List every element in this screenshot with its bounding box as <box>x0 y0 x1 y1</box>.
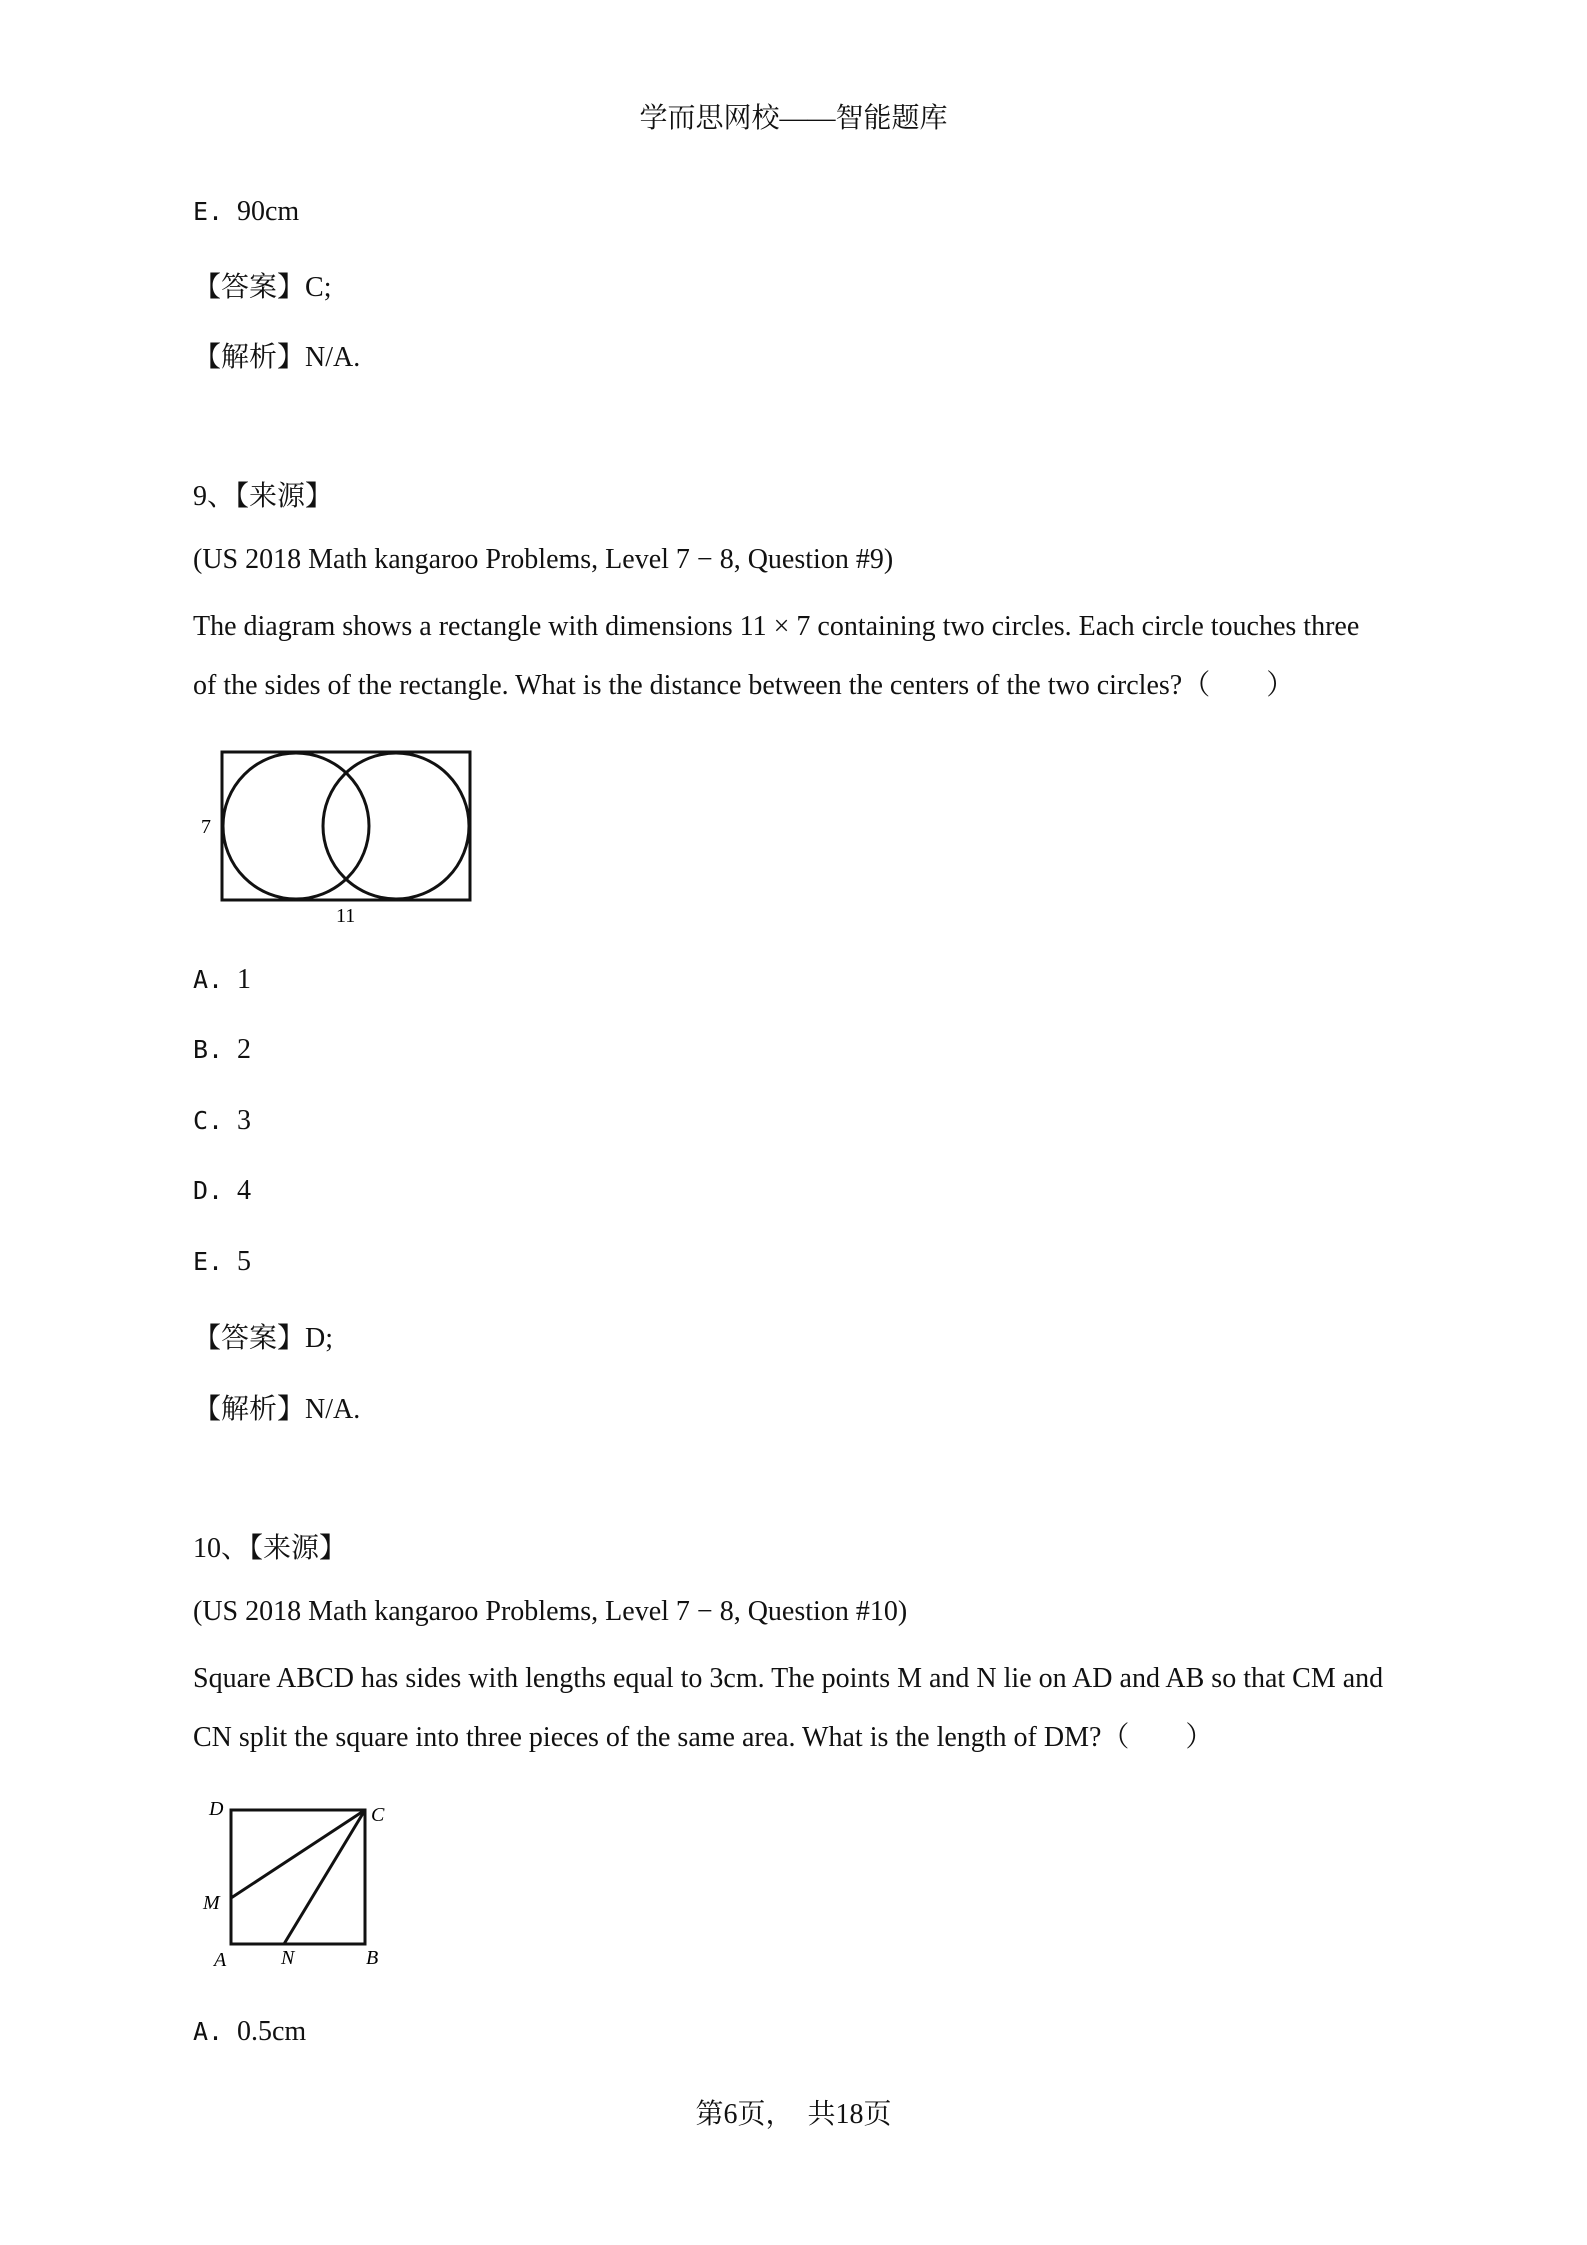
answer-label: 【答案】 <box>193 272 306 303</box>
analysis-label: 【解析】 <box>193 342 306 373</box>
prev-option-e <box>193 196 299 228</box>
page-footer: 第6页， 共18页 <box>695 2099 892 2130</box>
q10-figure <box>195 1790 415 1970</box>
label-b: B <box>366 1947 379 1969</box>
q9-answer <box>193 1316 333 1356</box>
option-text: 1 <box>237 964 251 995</box>
label-a: A <box>214 1949 227 1970</box>
prev-analysis <box>193 335 360 375</box>
option-letter: D. <box>193 1176 224 1205</box>
left-circle <box>223 753 369 899</box>
q10-option-a <box>193 2016 306 2048</box>
option-text: 5 <box>237 1246 251 1277</box>
segment-cn <box>284 1810 365 1944</box>
analysis-value: N/A. <box>305 342 361 373</box>
q9-source: (US 2018 Math kangaroo Problems, Level 7 − 8, Question #9) <box>193 544 894 575</box>
bottom-label: 11 <box>336 905 356 927</box>
q9-stem-line2: of the sides of the rectangle. What is the distance between the centers of the two circles?（ ） <box>193 670 1295 701</box>
answer-value: C; <box>305 272 332 303</box>
q9-option-e <box>193 1246 251 1278</box>
q9-stem-line1: The diagram shows a rectangle with dimensions 11 × 7 containing two circles. Each circle touches three <box>193 611 1360 642</box>
q9-option-c <box>193 1105 251 1137</box>
analysis-value: N/A. <box>305 1394 361 1425</box>
label-d: D <box>209 1798 224 1820</box>
square-abcd <box>231 1810 365 1944</box>
answer-value: D; <box>305 1323 334 1354</box>
q10-stem-line2: CN split the square into three pieces of the same area. What is the length of DM?（ ） <box>193 1722 1214 1753</box>
q9-heading <box>193 474 333 514</box>
option-letter: B. <box>193 1035 224 1064</box>
option-letter: C. <box>193 1106 224 1135</box>
option-text: 90cm <box>237 196 300 227</box>
q10-source: (US 2018 Math kangaroo Problems, Level 7 − 8, Question #10) <box>193 1596 908 1627</box>
option-text: 2 <box>237 1034 251 1065</box>
question-number: 10、 <box>193 1533 250 1564</box>
label-c: C <box>371 1804 385 1826</box>
source-label: 【来源】 <box>235 481 334 512</box>
q9-figure <box>195 740 485 940</box>
source-label: 【来源】 <box>249 1533 348 1564</box>
right-circle <box>323 753 469 899</box>
q10-stem-line1: Square ABCD has sides with lengths equal to 3cm. The points M and N lie on AD and AB so that CM and <box>193 1663 1384 1694</box>
option-letter: E. <box>193 197 224 226</box>
segment-cm <box>231 1810 365 1898</box>
question-number: 9、 <box>193 481 236 512</box>
q9-option-d <box>193 1175 251 1207</box>
q9-option-b <box>193 1034 251 1066</box>
q9-option-a <box>193 964 251 996</box>
q9-analysis <box>193 1387 360 1427</box>
option-letter: E. <box>193 1247 224 1276</box>
option-text: 0.5cm <box>237 2016 307 2047</box>
q10-heading <box>193 1526 347 1566</box>
page-header: 学而思网校——智能题库 <box>639 103 948 134</box>
answer-label: 【答案】 <box>193 1323 306 1354</box>
option-text: 3 <box>237 1105 251 1136</box>
option-text: 4 <box>237 1175 251 1206</box>
option-letter: A. <box>193 965 224 994</box>
analysis-label: 【解析】 <box>193 1394 306 1425</box>
prev-answer <box>193 265 331 305</box>
label-n: N <box>281 1947 295 1969</box>
option-letter: A. <box>193 2017 224 2046</box>
side-label: 7 <box>201 816 211 838</box>
label-m: M <box>203 1892 220 1914</box>
